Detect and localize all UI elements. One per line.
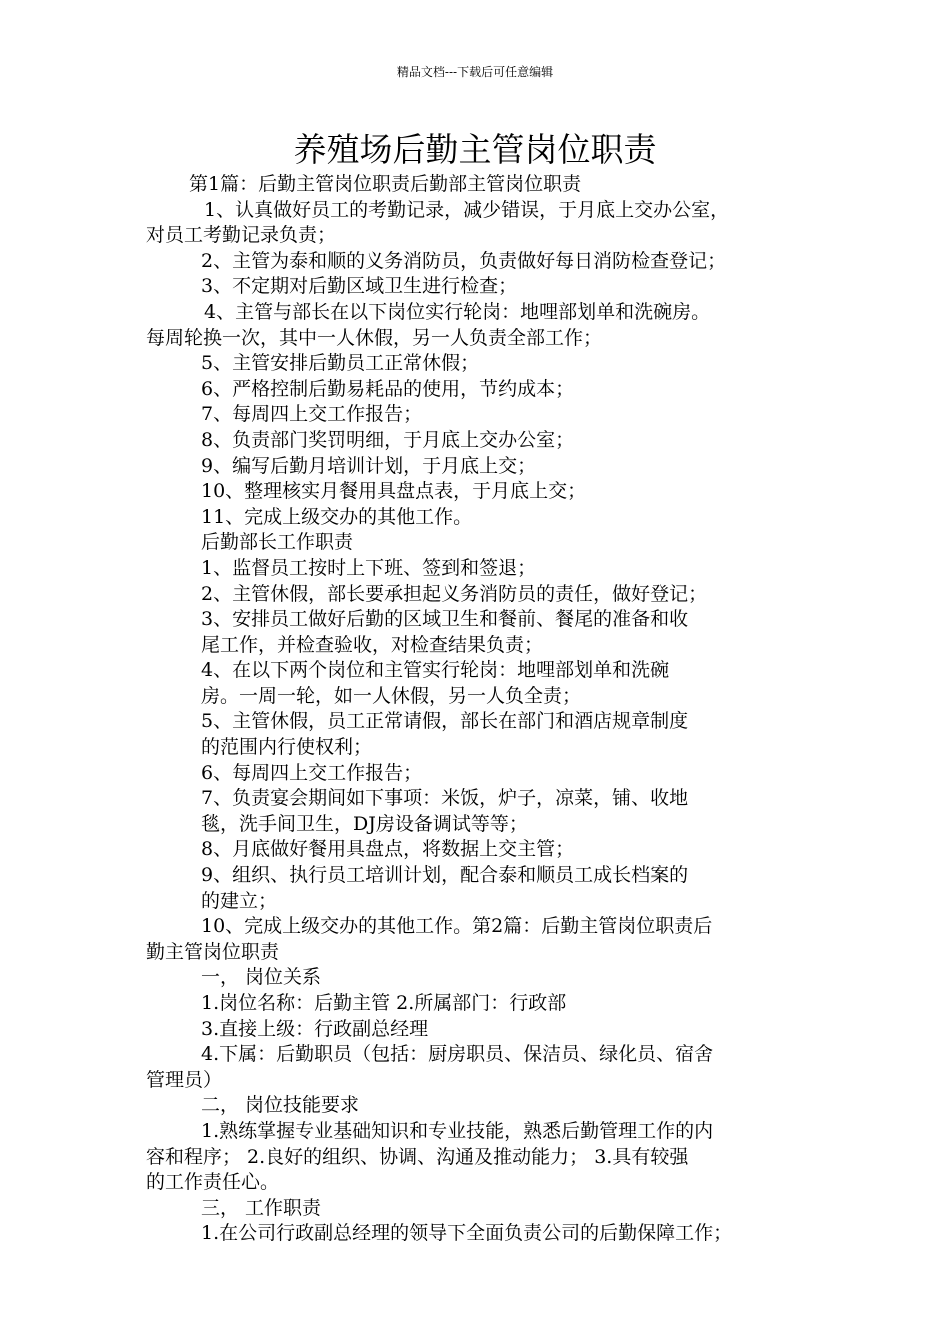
paragraph-line: 11、完成上级交办的其他工作。 [201,505,473,528]
paragraph-line: 容和程序； 2.良好的组织、协调、沟通及推动能力； 3.具有较强 [146,1145,689,1168]
paragraph-line: 毯，洗手间卫生，DJ房设备调试等等； [201,812,528,835]
paragraph-line: 4、主管与部长在以下岗位实行轮岗：地哩部划单和洗碗房。 [204,300,711,323]
document-body [146,172,822,1247]
paragraph-line: 1.岗位名称：后勤主管 2.所属部门：行政部 [201,992,567,1014]
paragraph-line: 6、严格控制后勤易耗品的使用，节约成本； [201,377,575,400]
document-title: 养殖场后勤主管岗位职责 [293,130,657,169]
paragraph-line: 尾工作，并检查验收，对检查结果负责； [201,633,544,656]
paragraph-line: 9、编写后勤月培训计划，于月底上交； [201,454,537,477]
paragraph-line: 6、每周四上交工作报告； [201,761,423,784]
paragraph-line: 1、认真做好员工的考勤记录，减少错误，于月底上交办公室， [204,198,730,221]
paragraph-line: 8、负责部门奖罚明细，于月底上交办公室； [201,428,575,451]
paragraph-line: 9、组织、执行员工培训计划，配合泰和顺员工成长档案的 [201,864,689,887]
paragraph-line: 7、每周四上交工作报告； [201,403,423,426]
paragraph-line: 第1篇：后勤主管岗位职责后勤部主管岗位职责 [189,173,582,195]
paragraph-line: 的工作责任心。 [146,1171,280,1194]
page-header: 精品文档---下载后可任意编辑 [396,65,554,79]
paragraph-line: 勤主管岗位职责 [146,940,280,963]
paragraph-line: 8、月底做好餐用具盘点，将数据上交主管； [201,838,575,861]
paragraph-line: 4、在以下两个岗位和主管实行轮岗：地哩部划单和洗碗 [201,659,670,682]
paragraph-line: 1.熟练掌握专业基础知识和专业技能，熟悉后勤管理工作的内 [201,1119,714,1142]
paragraph-line: 房。一周一轮，如一人休假，另一人负全责； [201,684,582,707]
section-heading: 一， 岗位关系 [201,966,322,989]
paragraph-line: 4.下属：后勤职员（包括：厨房职员、保洁员、绿化员、宿舍 [201,1043,714,1066]
paragraph-line: 5、主管安排后勤员工正常休假； [201,352,480,375]
paragraph-line: 3、安排员工做好后勤的区域卫生和餐前、餐尾的准备和收 [201,608,689,631]
paragraph-line: 5、主管休假，员工正常请假，部长在部门和酒店规章制度 [201,710,689,733]
paragraph-line: 对员工考勤记录负责； [146,224,337,247]
paragraph-line: 3.直接上级：行政副总经理 [201,1017,429,1040]
paragraph-line: 2、主管休假，部长要承担起义务消防员的责任，做好登记； [201,582,708,605]
paragraph-line: 7、负责宴会期间如下事项：米饭，炉子，凉菜，铺、收地 [201,787,689,810]
paragraph-line: 1、监督员工按时上下班、签到和签退； [201,556,537,579]
paragraph-line: 10、整理核实月餐用具盘点表，于月底上交； [201,480,587,503]
paragraph-line: 的建立； [201,889,278,912]
paragraph-line: 每周轮换一次，其中一人休假，另一人负责全部工作； [146,326,603,349]
section-heading: 后勤部长工作职责 [201,531,354,554]
paragraph-line: 10、完成上级交办的其他工作。第2篇：后勤主管岗位职责后 [201,915,713,938]
paragraph-line: 2、主管为泰和顺的义务消防员，负责做好每日消防检查登记； [201,249,727,272]
section-heading: 二， 岗位技能要求 [201,1094,360,1117]
section-heading: 三， 工作职责 [201,1196,322,1219]
paragraph-line: 管理员） [146,1068,223,1091]
paragraph-line: 3、不定期对后勤区域卫生进行检查； [201,275,518,298]
paragraph-line: 1.在公司行政副总经理的领导下全面负责公司的后勤保障工作； [201,1222,733,1245]
paragraph-line: 的范围内行使权利； [201,736,373,759]
